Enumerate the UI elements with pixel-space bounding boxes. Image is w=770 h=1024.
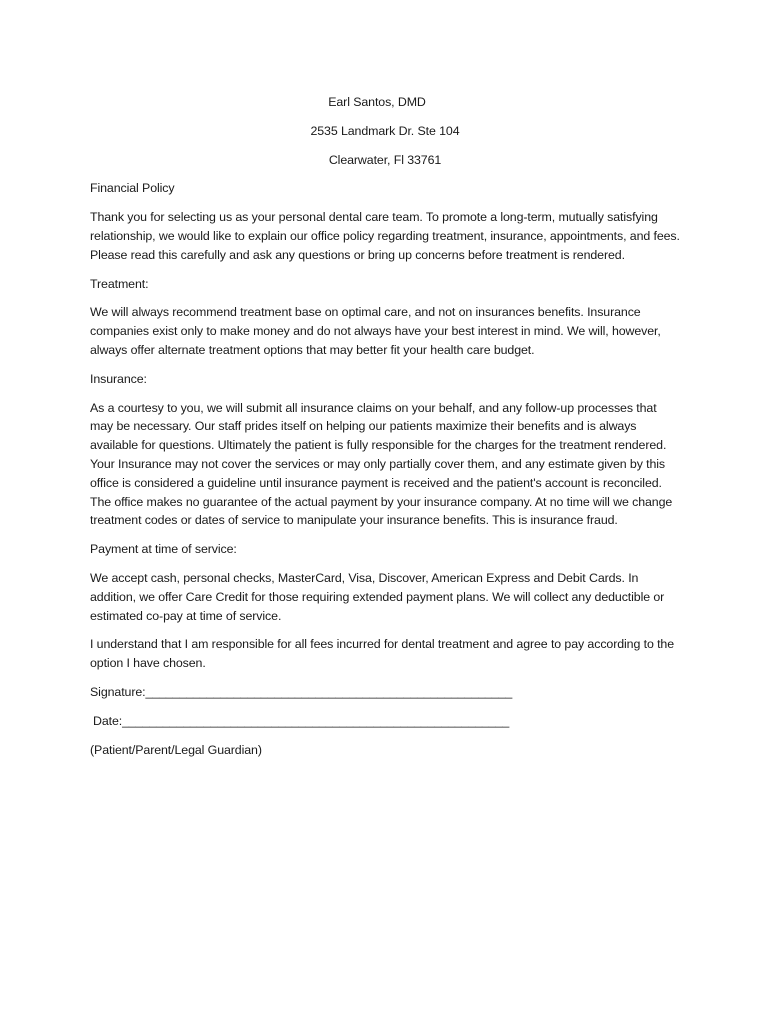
signer-note: (Patient/Parent/Legal Guardian) — [90, 742, 262, 757]
document-title: Financial Policy — [90, 181, 175, 196]
treatment-paragraph: We will always recommend treatment base on optimal care, and not on insurances benefits. Insurance companies exist only to make money and do not always have your best interest in mind. We will, however, always offer alternate treatment options that may better fit your health care budget. — [90, 305, 661, 357]
practice-address: 2535 Landmark Dr. Ste 104 — [310, 123, 460, 138]
payment-heading: Payment at time of service: — [90, 542, 237, 557]
document-content — [90, 93, 680, 769]
practice-city: Clearwater, Fl 33761 — [328, 152, 442, 167]
treatment-heading: Treatment: — [90, 276, 149, 291]
insurance-heading: Insurance: — [90, 371, 147, 386]
date-line[interactable]: Date:_________________________________________________________ — [93, 713, 510, 728]
acknowledgement-paragraph: I understand that I am responsible for all fees incurred for dental treatment and agree to pay according to the option I have chosen. — [90, 637, 675, 671]
practice-name: Earl Santos, DMD — [328, 95, 426, 109]
intro-paragraph: Thank you for selecting us as your personal dental care team. To promote a long-term, mutually satisfying relationship, we would like to explain our office policy regarding treatment, insurance, appointments, and fees. Please read this carefully and ask any questions or bring up concerns before treatment is rendered. — [90, 210, 680, 262]
insurance-paragraph: As a courtesy to you, we will submit all insurance claims on your behalf, and any follow-up processes that may be necessary. Our staff prides itself on helping our patients maximize their benefits and is always available for questions. Ultimately the patient is fully responsible for the charges for the treatment rendered. Your Insurance may not cover the services or may only partially cover them, and any estimate given by this office is considered a guideline until insurance payment is received and the patient's account is reconciled. The office makes no guarantee of the actual payment by your insurance company. At no time will we change treatment codes or dates of service to manipulate your insurance benefits. This is insurance fraud. — [90, 400, 673, 528]
signature-line[interactable]: Signature:______________________________________________________ — [90, 684, 513, 699]
payment-paragraph: We accept cash, personal checks, MasterCard, Visa, Discover, American Express and Debit Cards. In addition, we offer Care Credit for those requiring extended payment plans. We will collect any deductible or estimated co-pay at time of service. — [90, 570, 665, 623]
